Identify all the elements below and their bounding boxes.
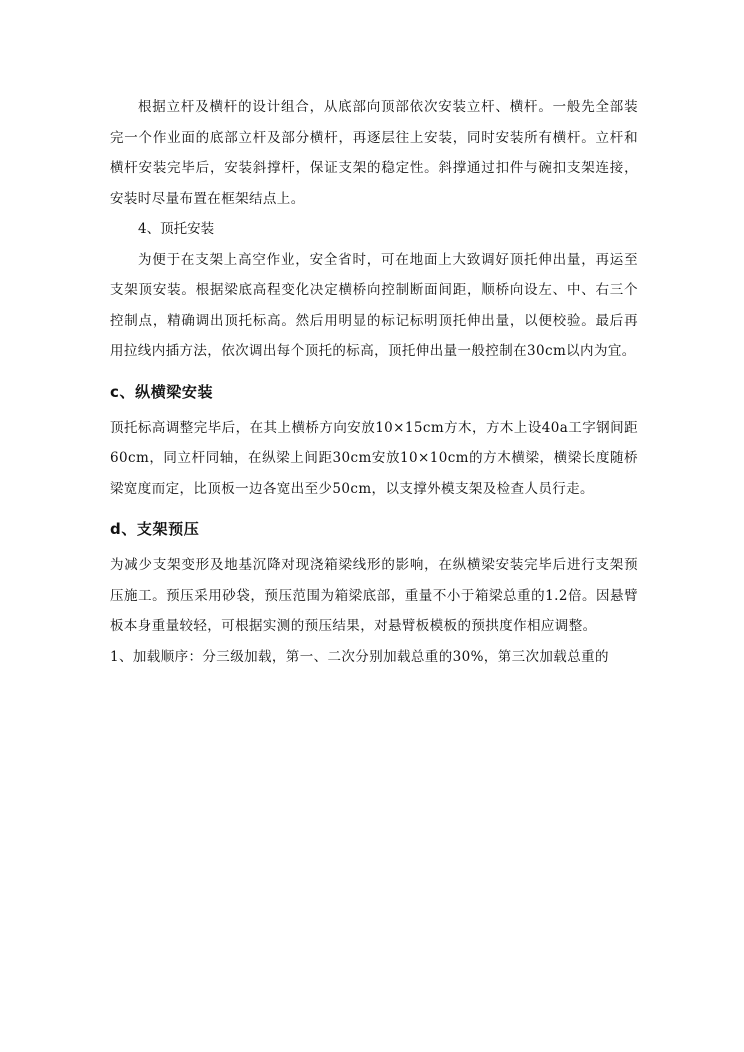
document-page [110,92,638,672]
paragraph-top-support: 为便于在支架上高空作业，安全省时，可在地面上大致调好顶托伸出量，再运至支架顶安装。根据梁底高程变化决定横桥向控制断面间距，顺桥向设左、中、右三个控制点，精确调出顶托标高。然后用明显的标记标明顶托伸出量，以便校验。最后再用拉线内插方法，依次调出每个顶托的标高，顶托伸出量一般控制在30cm以内为宜。 [110,251,638,359]
subheading-top-support: 4、顶托安装 [138,221,215,237]
paragraph-loading-sequence: 1、加载顺序：分三级加载，第一、二次分别加载总重的30%，第三次加载总重的 [110,648,609,665]
paragraph-pole-installation: 根据立杆及横杆的设计组合，从底部向顶部依次安装立杆、横杆。一般先全部装完一个作业面的底部立杆及部分横杆，再逐层往上安装，同时安装所有横杆。立杆和横杆安装完毕后，安装斜撑杆，保证支架的稳定性。斜撑通过扣件与碗扣支架连接，安装时尽量布置在框架结点上。 [110,99,638,207]
heading-preloading: d、支架预压 [110,520,200,538]
heading-beam-installation: c、纵横梁安装 [110,382,214,401]
paragraph-preloading: 为减少支架变形及地基沉降对现浇箱梁线形的影响，在纵横梁安装完毕后进行支架预压施工。预压采用砂袋，预压范围为箱梁底部，重量不小于箱梁总重的1.2倍。因悬臂板本身重量较轻，可根据实测的预压结果，对悬臂板模板的预拱度作相应调整。 [110,557,638,634]
paragraph-beam-installation: 顶托标高调整完毕后，在其上横桥方向安放10×15cm方木，方木上设40a工字钢间距60cm，同立杆同轴，在纵梁上间距30cm安放10×10cm的方木横梁，横梁长度随桥梁宽度而定，比顶板一边各宽出至少50cm，以支撑外模支架及检查人员行走。 [110,419,638,497]
